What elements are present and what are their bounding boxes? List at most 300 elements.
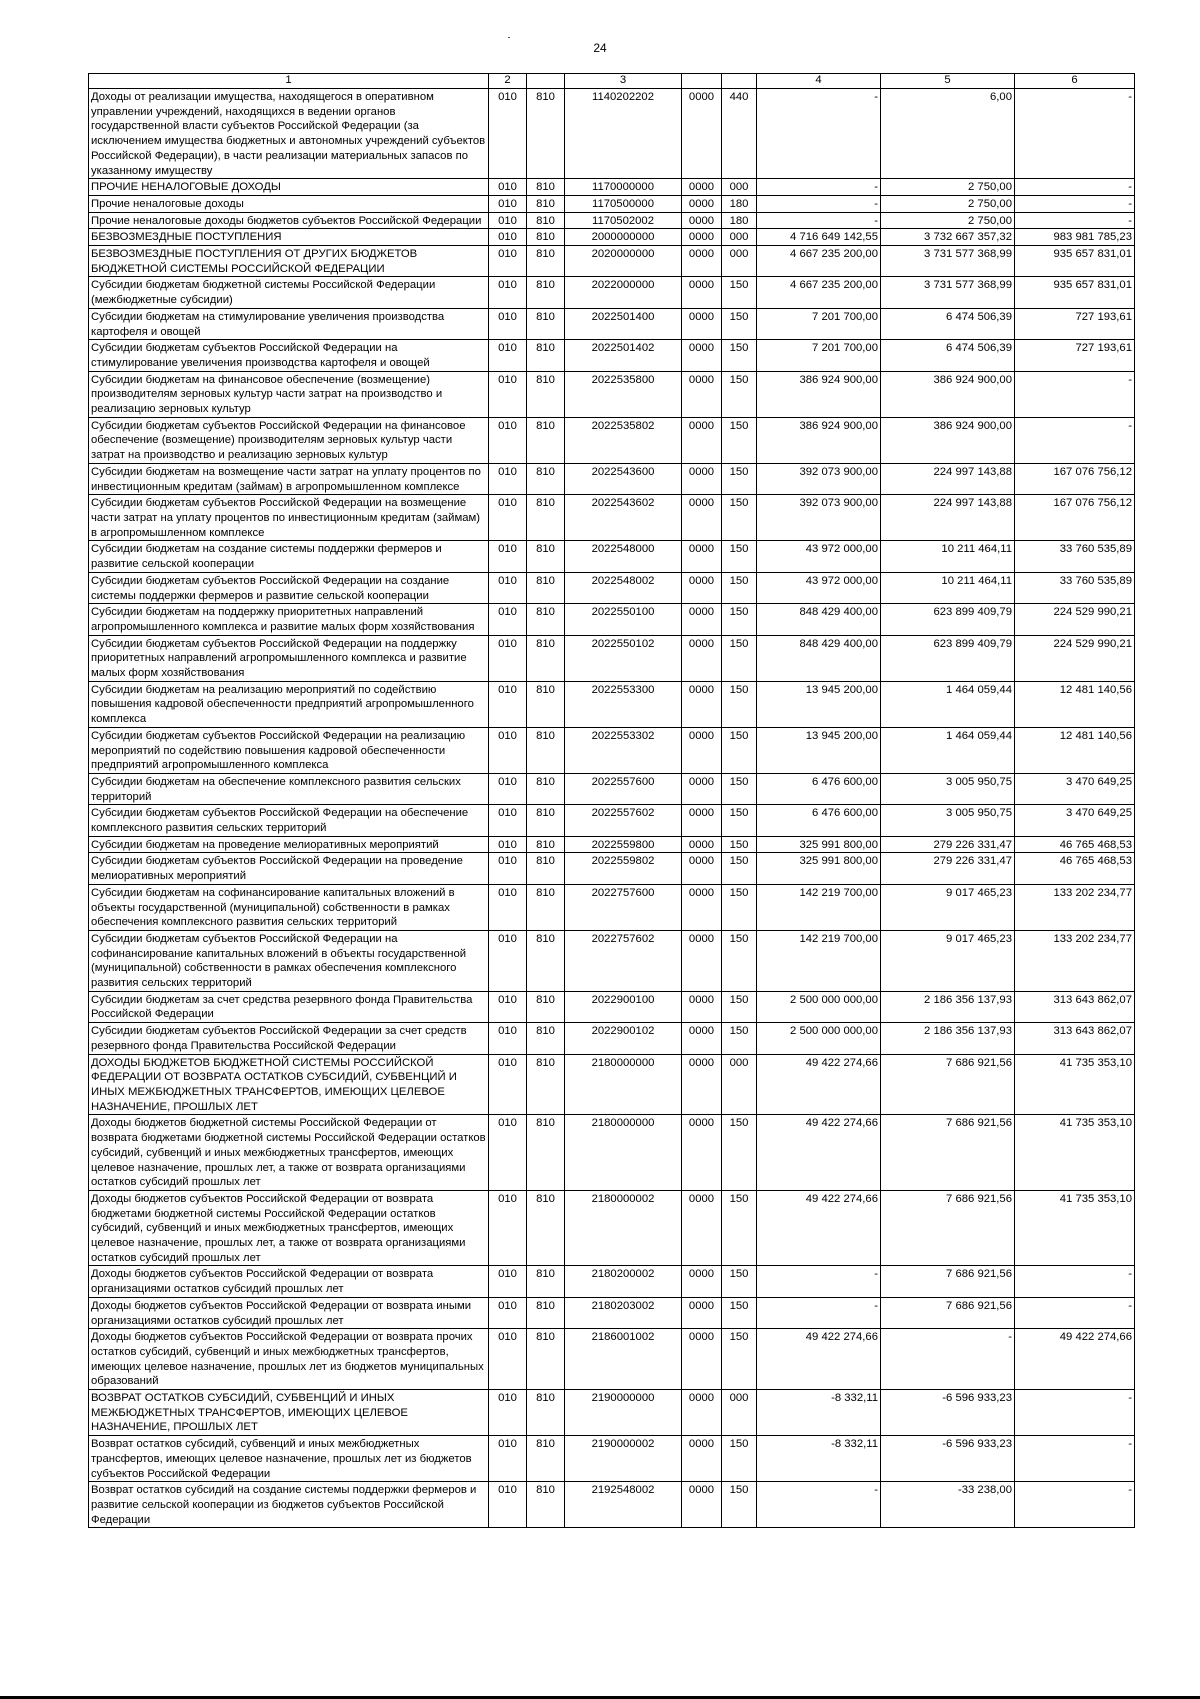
row-value-col5: 3 731 577 368,99 [881,246,1015,277]
row-line-code: 010 [489,991,527,1022]
row-kbk-code: 2022757600 [565,884,682,930]
row-line-code: 010 [489,1390,527,1436]
scan-speck [508,37,510,38]
row-kosgu-code: 150 [722,1115,757,1191]
row-kbk-code: 2180200002 [565,1266,682,1297]
row-value-col4: 7 201 700,00 [757,308,881,339]
row-name: Доходы бюджетов субъектов Российской Федерации от возврата организациями остатков субсидий прошлых лет [89,1266,489,1297]
row-admin-code: 810 [527,1023,565,1054]
row-kosgu-code: 150 [722,541,757,572]
row-name: Субсидии бюджетам субъектов Российской Федерации на обеспечение комплексного развития сельских территорий [89,805,489,836]
row-kbk-code: 2022548000 [565,541,682,572]
row-value-col5: -6 596 933,23 [881,1436,1015,1482]
row-kosgu-code: 150 [722,1297,757,1328]
row-line-code: 010 [489,195,527,212]
row-kosgu-code: 150 [722,495,757,541]
row-value-col5: 3 732 667 357,32 [881,229,1015,246]
header-cell [527,74,565,89]
row-program-code: 0000 [682,805,722,836]
row-kosgu-code: 150 [722,572,757,603]
row-kbk-code: 1170500000 [565,195,682,212]
row-line-code: 010 [489,277,527,308]
header-cell: 6 [1015,74,1135,89]
row-name: Субсидии бюджетам на софинансирование капитальных вложений в объекты государственной (муниципальной) собственности в рамках обеспечения комплексного развития сельских территорий [89,884,489,930]
row-name: Субсидии бюджетам на поддержку приоритетных направлений агропромышленного комплекса и развитие малых форм хозяйствования [89,604,489,635]
row-value-col5: 279 226 331,47 [881,836,1015,853]
row-kbk-code: 2022543602 [565,495,682,541]
row-value-col5: 7 686 921,56 [881,1266,1015,1297]
row-name: Субсидии бюджетам на проведение мелиоративных мероприятий [89,836,489,853]
row-value-col6: - [1015,212,1135,229]
row-kosgu-code: 150 [722,884,757,930]
row-line-code: 010 [489,853,527,884]
row-value-col4: 13 945 200,00 [757,681,881,727]
row-kosgu-code: 150 [722,805,757,836]
row-name: Прочие неналоговые доходы [89,195,489,212]
row-line-code: 010 [489,1023,527,1054]
row-program-code: 0000 [682,836,722,853]
table-row [89,229,1135,246]
row-admin-code: 810 [527,541,565,572]
row-program-code: 0000 [682,1297,722,1328]
table-row [89,541,1135,572]
row-value-col4: 13 945 200,00 [757,727,881,773]
row-name: БЕЗВОЗМЕЗДНЫЕ ПОСТУПЛЕНИЯ ОТ ДРУГИХ БЮДЖЕТОВ БЮДЖЕТНОЙ СИСТЕМЫ РОССИЙСКОЙ ФЕДЕРАЦИИ [89,246,489,277]
row-program-code: 0000 [682,1436,722,1482]
row-line-code: 010 [489,836,527,853]
row-name: Субсидии бюджетам субъектов Российской Федерации на финансовое обеспечение (возмещение) производителям зерновых культур части затрат на производство и реализацию зерновых культур [89,417,489,463]
row-name: Субсидии бюджетам субъектов Российской Федерации на софинансирование капитальных вложений в объекты государственной (муниципальной) собственности в рамках обеспечения комплексного развития сельских территорий [89,930,489,991]
table-row [89,805,1135,836]
table-row [89,930,1135,991]
table-row [89,836,1135,853]
row-value-col4: 6 476 600,00 [757,773,881,804]
row-value-col6: 727 193,61 [1015,308,1135,339]
row-value-col5: 3 005 950,75 [881,773,1015,804]
row-value-col5: 623 899 409,79 [881,635,1015,681]
row-kosgu-code: 150 [722,1436,757,1482]
row-value-col6: - [1015,1390,1135,1436]
table-row [89,212,1135,229]
header-cell: 4 [757,74,881,89]
row-admin-code: 810 [527,246,565,277]
row-admin-code: 810 [527,1266,565,1297]
row-value-col4: 142 219 700,00 [757,884,881,930]
row-value-col4: 49 422 274,66 [757,1054,881,1115]
row-line-code: 010 [489,179,527,196]
row-value-col6: - [1015,371,1135,417]
row-admin-code: 810 [527,1436,565,1482]
row-value-col6: 41 735 353,10 [1015,1115,1135,1191]
row-kbk-code: 2180000000 [565,1115,682,1191]
table-row [89,495,1135,541]
row-name: Субсидии бюджетам субъектов Российской Федерации на возмещение части затрат на уплату процентов по инвестиционным кредитам (займам) в агропромышленном комплексе [89,495,489,541]
row-kbk-code: 2000000000 [565,229,682,246]
row-line-code: 010 [489,340,527,371]
table-row [89,277,1135,308]
row-value-col6: - [1015,1297,1135,1328]
table-row [89,681,1135,727]
row-program-code: 0000 [682,1115,722,1191]
row-program-code: 0000 [682,604,722,635]
row-kbk-code: 2190000002 [565,1436,682,1482]
row-kbk-code: 2022757602 [565,930,682,991]
table-body [89,74,1135,1528]
row-line-code: 010 [489,1329,527,1390]
row-value-col6: - [1015,1266,1135,1297]
row-line-code: 010 [489,463,527,494]
row-admin-code: 810 [527,1054,565,1115]
row-value-col5: -33 238,00 [881,1482,1015,1528]
row-admin-code: 810 [527,417,565,463]
row-value-col5: 6 474 506,39 [881,340,1015,371]
row-program-code: 0000 [682,195,722,212]
row-program-code: 0000 [682,1054,722,1115]
row-value-col4: - [757,195,881,212]
row-value-col5: 1 464 059,44 [881,727,1015,773]
row-kosgu-code: 150 [722,463,757,494]
row-kosgu-code: 150 [722,773,757,804]
row-value-col4: 4 716 649 142,55 [757,229,881,246]
row-name: Субсидии бюджетам субъектов Российской Федерации за счет средств резервного фонда Правительства Российской Федерации [89,1023,489,1054]
row-value-col4: 392 073 900,00 [757,495,881,541]
row-kosgu-code: 150 [722,1329,757,1390]
row-admin-code: 810 [527,1190,565,1266]
row-name: Субсидии бюджетам субъектов Российской Федерации на поддержку приоритетных направлений агропромышленного комплекса и развитие малых форм хозяйствования [89,635,489,681]
row-line-code: 010 [489,417,527,463]
row-value-col4: 4 667 235 200,00 [757,277,881,308]
row-value-col6: - [1015,179,1135,196]
row-value-col5: 3 005 950,75 [881,805,1015,836]
row-kosgu-code: 150 [722,1482,757,1528]
row-value-col4: 2 500 000 000,00 [757,991,881,1022]
row-value-col6: 224 529 990,21 [1015,604,1135,635]
row-value-col4: 7 201 700,00 [757,340,881,371]
table-row [89,371,1135,417]
row-admin-code: 810 [527,836,565,853]
table-row [89,604,1135,635]
row-value-col6: 313 643 862,07 [1015,1023,1135,1054]
row-program-code: 0000 [682,277,722,308]
row-value-col5: 10 211 464,11 [881,541,1015,572]
row-kbk-code: 2022559802 [565,853,682,884]
row-program-code: 0000 [682,246,722,277]
row-value-col6: 46 765 468,53 [1015,836,1135,853]
row-line-code: 010 [489,884,527,930]
row-program-code: 0000 [682,1023,722,1054]
row-admin-code: 810 [527,495,565,541]
row-line-code: 010 [489,1115,527,1191]
table-row [89,853,1135,884]
row-line-code: 010 [489,371,527,417]
row-name: Субсидии бюджетам на возмещение части затрат на уплату процентов по инвестиционным кредитам (займам) в агропромышленном комплексе [89,463,489,494]
row-name: Доходы бюджетов субъектов Российской Федерации от возврата бюджетами бюджетной системы Российской Федерации остатков субсидий, субвенций и иных межбюджетных трансфертов, имеющих целевое назначение, прошлых лет, а также от возврата организациями остатков субсидий прошлых лет [89,1190,489,1266]
row-program-code: 0000 [682,179,722,196]
row-value-col6: 12 481 140,56 [1015,681,1135,727]
row-program-code: 0000 [682,340,722,371]
row-value-col6: - [1015,1482,1135,1528]
row-name: ДОХОДЫ БЮДЖЕТОВ БЮДЖЕТНОЙ СИСТЕМЫ РОССИЙСКОЙ ФЕДЕРАЦИИ ОТ ВОЗВРАТА ОСТАТКОВ СУБСИДИЙ, СУБВЕНЦИЙ И ИНЫХ МЕЖБЮДЖЕТНЫХ ТРАНСФЕРТОВ, ИМЕЮЩИХ ЦЕЛЕВОЕ НАЗНАЧЕНИЕ, ПРОШЛЫХ ЛЕТ [89,1054,489,1115]
table-row [89,179,1135,196]
table-row [89,1023,1135,1054]
row-line-code: 010 [489,1436,527,1482]
header-cell: 3 [565,74,682,89]
row-line-code: 010 [489,1190,527,1266]
row-kbk-code: 2022553302 [565,727,682,773]
row-value-col4: - [757,212,881,229]
row-value-col6: 46 765 468,53 [1015,853,1135,884]
row-kosgu-code: 000 [722,246,757,277]
row-value-col6: 935 657 831,01 [1015,277,1135,308]
row-line-code: 010 [489,89,527,179]
row-kbk-code: 2022535802 [565,417,682,463]
row-kbk-code: 2022559800 [565,836,682,853]
row-program-code: 0000 [682,1390,722,1436]
row-value-col4: - [757,89,881,179]
row-value-col6: 49 422 274,66 [1015,1329,1135,1390]
row-program-code: 0000 [682,308,722,339]
row-line-code: 010 [489,246,527,277]
row-line-code: 010 [489,308,527,339]
row-program-code: 0000 [682,1329,722,1390]
row-line-code: 010 [489,541,527,572]
row-value-col5: 386 924 900,00 [881,371,1015,417]
page-number: 24 [593,41,607,55]
row-kosgu-code: 150 [722,991,757,1022]
row-value-col5: 3 731 577 368,99 [881,277,1015,308]
row-kbk-code: 2022550100 [565,604,682,635]
row-program-code: 0000 [682,635,722,681]
row-value-col4: 325 991 800,00 [757,836,881,853]
row-value-col4: 6 476 600,00 [757,805,881,836]
row-kosgu-code: 180 [722,195,757,212]
row-admin-code: 810 [527,604,565,635]
table-row [89,1054,1135,1115]
report-table [88,73,1135,1528]
row-value-col4: 4 667 235 200,00 [757,246,881,277]
row-kosgu-code: 150 [722,417,757,463]
table-row [89,1482,1135,1528]
row-value-col4: - [757,1297,881,1328]
row-name: Субсидии бюджетам субъектов Российской Федерации на стимулирование увеличения производства картофеля и овощей [89,340,489,371]
row-name: БЕЗВОЗМЕЗДНЫЕ ПОСТУПЛЕНИЯ [89,229,489,246]
table-row [89,1436,1135,1482]
row-admin-code: 810 [527,773,565,804]
row-name: Субсидии бюджетам на финансовое обеспечение (возмещение) производителям зерновых культур части затрат на производство и реализацию зерновых культур [89,371,489,417]
row-kosgu-code: 150 [722,836,757,853]
row-value-col4: 848 429 400,00 [757,635,881,681]
row-value-col5: 6,00 [881,89,1015,179]
row-value-col4: 43 972 000,00 [757,541,881,572]
row-kosgu-code: 000 [722,229,757,246]
row-program-code: 0000 [682,681,722,727]
table-row [89,773,1135,804]
row-admin-code: 810 [527,179,565,196]
row-value-col5: 2 750,00 [881,195,1015,212]
row-value-col5: 386 924 900,00 [881,417,1015,463]
row-program-code: 0000 [682,463,722,494]
row-value-col5: 9 017 465,23 [881,884,1015,930]
row-kosgu-code: 150 [722,930,757,991]
row-admin-code: 810 [527,195,565,212]
row-value-col6: 727 193,61 [1015,340,1135,371]
table-row [89,1190,1135,1266]
row-kosgu-code: 000 [722,179,757,196]
row-value-col5: 623 899 409,79 [881,604,1015,635]
row-kbk-code: 1170502002 [565,212,682,229]
table-row [89,727,1135,773]
row-value-col6: 133 202 234,77 [1015,884,1135,930]
row-value-col6: 33 760 535,89 [1015,572,1135,603]
row-line-code: 010 [489,604,527,635]
row-value-col4: 386 924 900,00 [757,417,881,463]
row-value-col5: 7 686 921,56 [881,1190,1015,1266]
header-cell: 2 [489,74,527,89]
row-kosgu-code: 150 [722,1266,757,1297]
row-program-code: 0000 [682,727,722,773]
header-cell: 5 [881,74,1015,89]
row-kbk-code: 2022900100 [565,991,682,1022]
row-name: Возврат остатков субсидий, субвенций и иных межбюджетных трансфертов, имеющих целевое назначение, прошлых лет из бюджетов субъектов Российской Федерации [89,1436,489,1482]
table-row [89,463,1135,494]
row-kbk-code: 2022501400 [565,308,682,339]
row-admin-code: 810 [527,884,565,930]
row-value-col6: 983 981 785,23 [1015,229,1135,246]
row-kbk-code: 1170000000 [565,179,682,196]
row-kbk-code: 2190000000 [565,1390,682,1436]
row-name: Субсидии бюджетам за счет средства резервного фонда Правительства Российской Федерации [89,991,489,1022]
row-kbk-code: 2180203002 [565,1297,682,1328]
row-program-code: 0000 [682,773,722,804]
row-kbk-code: 2180000002 [565,1190,682,1266]
row-program-code: 0000 [682,1482,722,1528]
row-admin-code: 810 [527,371,565,417]
row-value-col5: - [881,1329,1015,1390]
row-value-col4: 325 991 800,00 [757,853,881,884]
row-program-code: 0000 [682,495,722,541]
row-name: Субсидии бюджетам на обеспечение комплексного развития сельских территорий [89,773,489,804]
table-row [89,1266,1135,1297]
row-value-col4: 2 500 000 000,00 [757,1023,881,1054]
table-row [89,195,1135,212]
row-admin-code: 810 [527,635,565,681]
row-admin-code: 810 [527,681,565,727]
row-kbk-code: 2022550102 [565,635,682,681]
row-admin-code: 810 [527,930,565,991]
row-kbk-code: 2022548002 [565,572,682,603]
row-value-col4: 848 429 400,00 [757,604,881,635]
row-line-code: 010 [489,495,527,541]
row-line-code: 010 [489,1054,527,1115]
row-name: Субсидии бюджетам субъектов Российской Федерации на проведение мелиоративных мероприятий [89,853,489,884]
row-line-code: 010 [489,572,527,603]
row-value-col5: 9 017 465,23 [881,930,1015,991]
row-program-code: 0000 [682,417,722,463]
row-admin-code: 810 [527,212,565,229]
row-admin-code: 810 [527,991,565,1022]
row-kosgu-code: 150 [722,604,757,635]
row-value-col6: 3 470 649,25 [1015,805,1135,836]
row-name: Субсидии бюджетам субъектов Российской Федерации на создание системы поддержки фермеров и развитие сельской кооперации [89,572,489,603]
row-line-code: 010 [489,212,527,229]
row-admin-code: 810 [527,727,565,773]
row-kosgu-code: 150 [722,1023,757,1054]
row-kosgu-code: 150 [722,681,757,727]
row-value-col6: 167 076 756,12 [1015,463,1135,494]
row-value-col4: - [757,1266,881,1297]
table-row [89,1329,1135,1390]
row-kbk-code: 2180000000 [565,1054,682,1115]
row-value-col5: 2 750,00 [881,179,1015,196]
row-line-code: 010 [489,635,527,681]
row-kosgu-code: 440 [722,89,757,179]
row-name: Прочие неналоговые доходы бюджетов субъектов Российской Федерации [89,212,489,229]
row-admin-code: 810 [527,853,565,884]
table-row [89,1297,1135,1328]
table-row [89,572,1135,603]
row-value-col5: 224 997 143,88 [881,463,1015,494]
row-program-code: 0000 [682,572,722,603]
row-line-code: 010 [489,229,527,246]
row-kosgu-code: 150 [722,727,757,773]
row-value-col5: 224 997 143,88 [881,495,1015,541]
table-row [89,340,1135,371]
row-kosgu-code: 150 [722,340,757,371]
row-name: ПРОЧИЕ НЕНАЛОГОВЫЕ ДОХОДЫ [89,179,489,196]
header-cell [682,74,722,89]
row-kosgu-code: 000 [722,1390,757,1436]
row-value-col4: - [757,179,881,196]
row-line-code: 010 [489,930,527,991]
row-value-col4: 386 924 900,00 [757,371,881,417]
row-value-col6: 167 076 756,12 [1015,495,1135,541]
row-admin-code: 810 [527,277,565,308]
row-program-code: 0000 [682,212,722,229]
table-row [89,417,1135,463]
row-program-code: 0000 [682,229,722,246]
row-value-col6: 313 643 862,07 [1015,991,1135,1022]
row-kosgu-code: 150 [722,853,757,884]
table-row [89,884,1135,930]
row-kbk-code: 2186001002 [565,1329,682,1390]
row-program-code: 0000 [682,930,722,991]
row-program-code: 0000 [682,884,722,930]
row-admin-code: 810 [527,1329,565,1390]
row-kbk-code: 2022557600 [565,773,682,804]
row-kbk-code: 2022501402 [565,340,682,371]
row-value-col6: 224 529 990,21 [1015,635,1135,681]
row-value-col5: 7 686 921,56 [881,1297,1015,1328]
row-value-col6: 12 481 140,56 [1015,727,1135,773]
row-value-col4: 49 422 274,66 [757,1329,881,1390]
row-name: Доходы бюджетов бюджетной системы Российской Федерации от возврата бюджетами бюджетной системы Российской Федерации остатков субсидий, субвенций и иных межбюджетных трансфертов, имеющих целевое назначение, прошлых лет, а также от возврата организациями остатков субсидий прошлых лет [89,1115,489,1191]
row-value-col6: 133 202 234,77 [1015,930,1135,991]
table-row [89,991,1135,1022]
row-name: Доходы от реализации имущества, находящегося в оперативном управлении учреждений, находящихся в ведении органов государственной власти субъектов Российской Федерации (за исключением имущества бюджетных и автономных учреждений субъектов Российской Федерации), в части реализации материальных запасов по указанному имуществу [89,89,489,179]
row-kbk-code: 2022553300 [565,681,682,727]
row-line-code: 010 [489,1297,527,1328]
row-name: Субсидии бюджетам бюджетной системы Российской Федерации (межбюджетные субсидии) [89,277,489,308]
table-row [89,1390,1135,1436]
row-kbk-code: 2022900102 [565,1023,682,1054]
row-value-col4: 43 972 000,00 [757,572,881,603]
row-kbk-code: 2022557602 [565,805,682,836]
row-value-col5: 2 186 356 137,93 [881,991,1015,1022]
row-line-code: 010 [489,727,527,773]
table-row [89,635,1135,681]
row-value-col5: 2 750,00 [881,212,1015,229]
row-value-col5: -6 596 933,23 [881,1390,1015,1436]
